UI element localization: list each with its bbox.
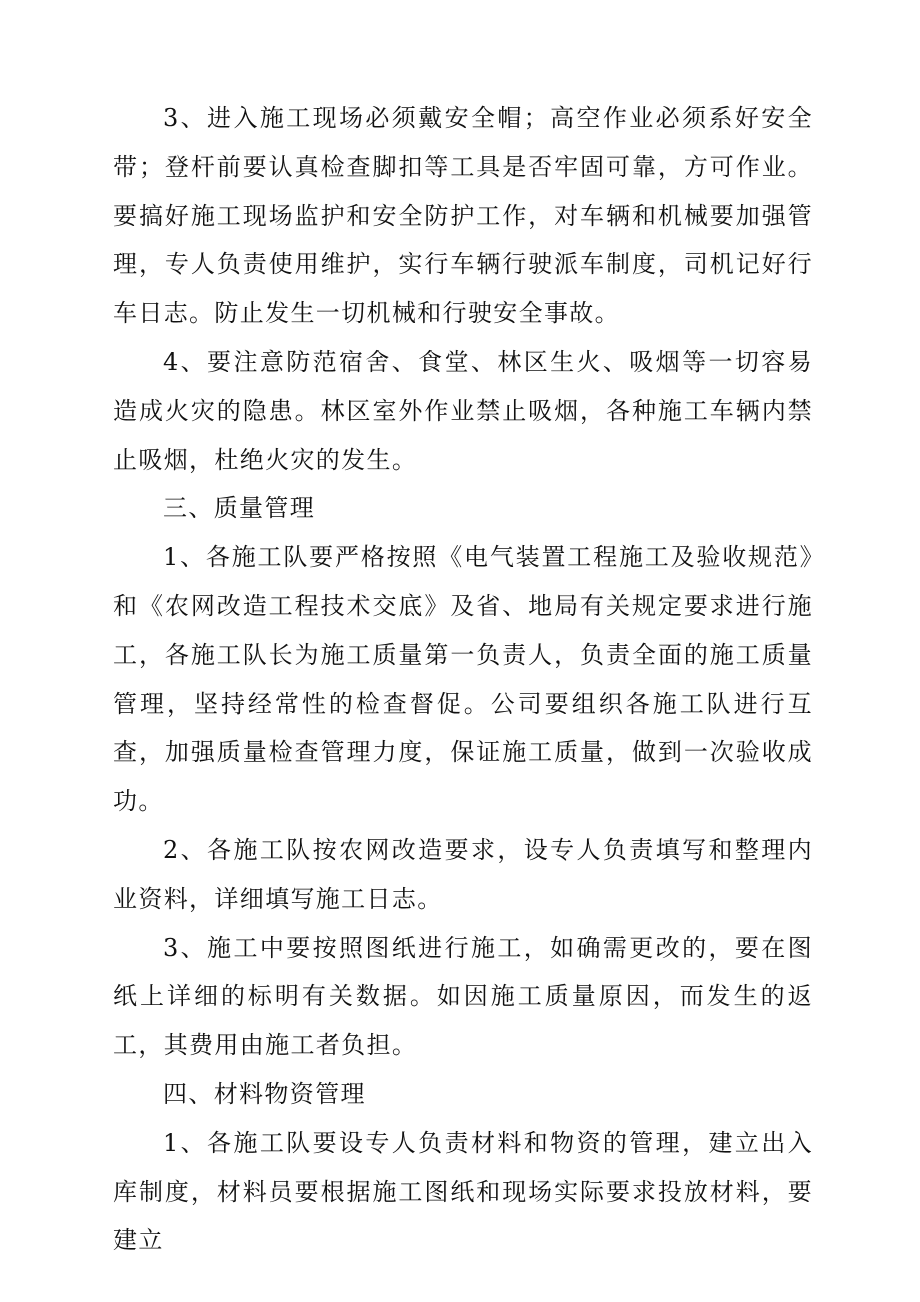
quality-item-2: 2、各施工队按农网改造要求，设专人负责填写和整理内业资料，详细填写施工日志。 [113, 835, 813, 913]
materials-item-1: 1、各施工队要设专人负责材料和物资的管理，建立出入库制度，材料员要根据施工图纸和现场实际要求投放材料，要建立 [113, 1128, 813, 1255]
quality-item-1: 1、各施工队要严格按照《电气装置工程施工及验收规范》和《农网改造工程技术交底》及省、地局有关规定要求进行施工，各施工队长为施工质量第一负责人，负责全面的施工质量管理，坚持经常性的检查督促。公司要组织各施工队进行互查，加强质量检查管理力度，保证施工质量，做到一次验收成功。 [113, 543, 813, 816]
document-body [113, 94, 813, 1265]
safety-item-4: 4、要注意防范宿舍、食堂、林区生火、吸烟等一切容易造成火灾的隐患。林区室外作业禁止吸烟，各种施工车辆内禁止吸烟，杜绝火灾的发生。 [113, 347, 813, 474]
section-heading-materials: 四、材料物资管理 [163, 1079, 366, 1108]
quality-item-3: 3、施工中要按照图纸进行施工，如确需更改的，要在图纸上详细的标明有关数据。如因施工质量原因，而发生的返工，其费用由施工者负担。 [113, 933, 813, 1060]
section-heading-quality: 三、质量管理 [163, 494, 316, 523]
safety-item-3: 3、进入施工现场必须戴安全帽；高空作业必须系好安全带；登杆前要认真检查脚扣等工具是否牢固可靠，方可作业。要搞好施工现场监护和安全防护工作，对车辆和机械要加强管理，专人负责使用维护，实行车辆行驶派车制度，司机记好行车日志。防止发生一切机械和行驶安全事故。 [113, 104, 813, 328]
